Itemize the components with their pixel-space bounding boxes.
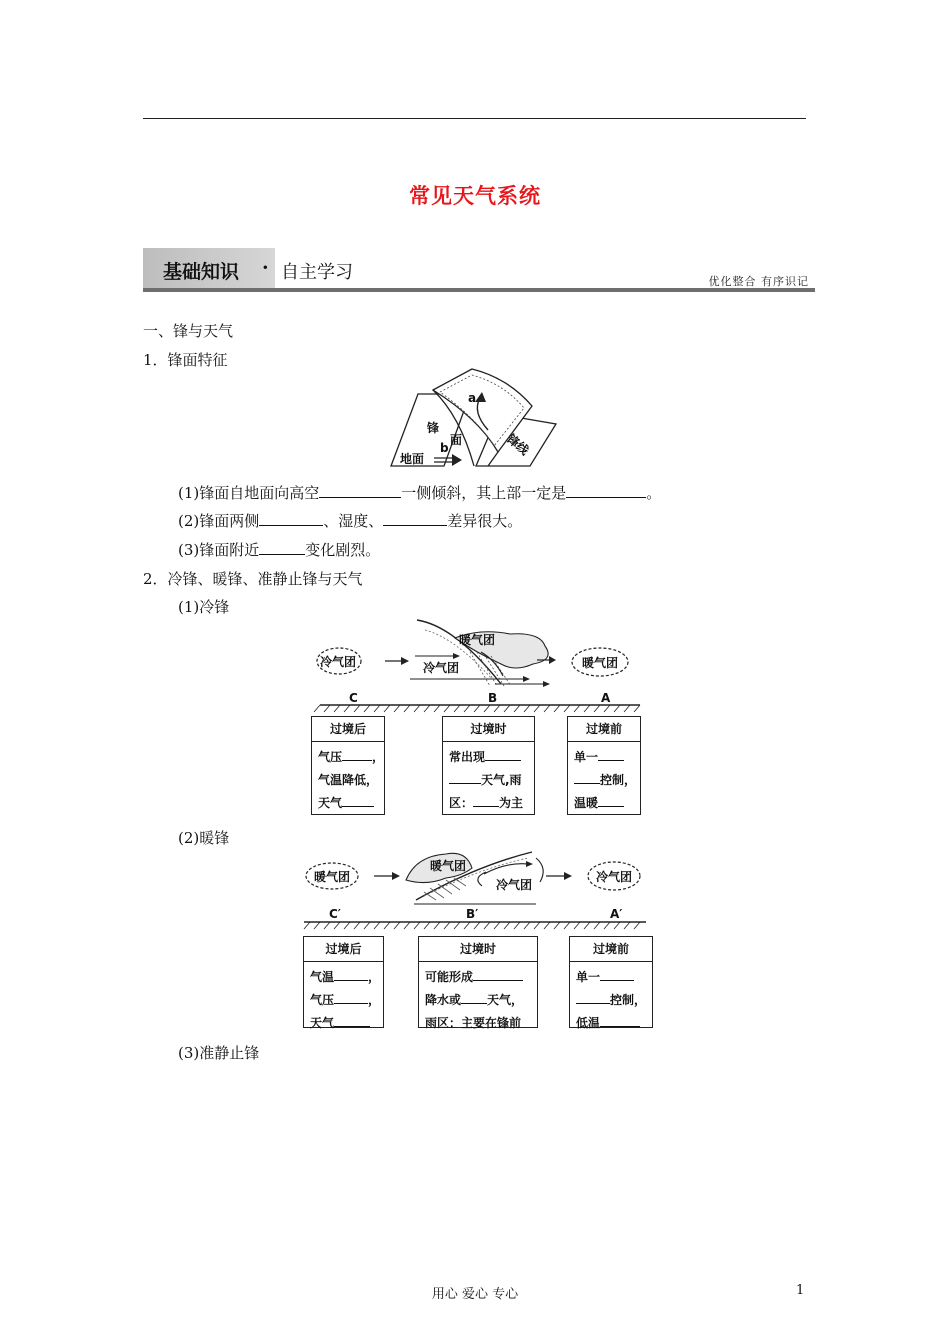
warm-before-box: 过境前 单一 控制， 低温	[569, 936, 653, 1028]
blank[interactable]	[485, 748, 521, 761]
blank[interactable]	[342, 794, 374, 807]
header-rule	[143, 118, 806, 119]
warm-during-box: 过境时 可能形成 降水或 天气， 雨区：主要在锋前	[418, 936, 538, 1028]
label-b: b	[440, 441, 449, 455]
warm-front-label: (2)暖锋	[178, 829, 230, 847]
footer-text: 用心 爱心 专心	[431, 1287, 519, 1302]
arrow-icon	[392, 872, 400, 880]
cold-warm-upper-label: 暖气团	[459, 633, 496, 647]
section-banner	[143, 248, 815, 292]
blank[interactable]	[259, 511, 323, 526]
blank[interactable]	[383, 511, 447, 526]
warm-after-box: 过境后 气温 ， 气压 ， 天气	[303, 936, 384, 1028]
label-front-line: 锋线	[504, 431, 532, 458]
point-c: C	[349, 691, 358, 705]
label-ground: 地面	[400, 452, 425, 466]
arrow-icon	[564, 872, 572, 880]
page-number: 1	[796, 1283, 805, 1298]
banner-sub-text: 自主学习	[281, 262, 353, 283]
cold-front-label: (1)冷锋	[178, 598, 230, 616]
arrow-icon	[401, 657, 409, 665]
point-c-prime: C′	[329, 907, 341, 921]
blank[interactable]	[449, 771, 481, 784]
point-b-prime: B′	[466, 907, 479, 921]
ground-hatch	[314, 705, 640, 712]
point-b: B	[488, 691, 498, 705]
question-2: (2)锋面两侧 、湿度、 差异很大。	[178, 512, 523, 530]
cold-air-mass-label: 冷气团	[320, 655, 357, 669]
warm-front-diagram	[296, 846, 648, 926]
question-3: (3)锋面附近 变化剧烈。	[178, 541, 381, 559]
blank[interactable]	[319, 483, 401, 498]
page-title: 常见天气系统	[409, 183, 541, 208]
blank[interactable]	[600, 968, 634, 981]
banner-main-text: 基础知识	[163, 261, 240, 283]
blank[interactable]	[566, 483, 646, 498]
warm-inner-label: 暖气团	[430, 859, 467, 873]
blank[interactable]	[598, 794, 624, 807]
banner-right-text: 优化整合 有序识记	[708, 275, 809, 288]
warm-ground-line	[302, 920, 648, 930]
cold-air-mass-label: 冷气团	[596, 870, 633, 884]
cold-front-diagram	[305, 616, 650, 720]
blank[interactable]	[334, 1014, 370, 1027]
blank[interactable]	[334, 968, 368, 981]
cold-after-box: 过境后 气压 ， 气温降低， 天气	[311, 716, 385, 815]
blank[interactable]	[600, 1014, 640, 1027]
label-front-1: 锋	[427, 421, 440, 435]
warm-air-mass-label: 暖气团	[314, 870, 351, 884]
blank[interactable]	[598, 748, 624, 761]
surface-arrow-head	[452, 454, 462, 466]
front-surface-diagram	[388, 366, 568, 472]
subheading-front-features: 1．锋面特征	[143, 351, 228, 369]
section-heading: 一、锋与天气	[143, 322, 234, 340]
blank[interactable]	[334, 991, 368, 1004]
blank[interactable]	[574, 771, 600, 784]
point-a: A	[601, 691, 611, 705]
blank[interactable]	[473, 794, 499, 807]
blank[interactable]	[259, 540, 305, 555]
blank[interactable]	[576, 991, 610, 1004]
cold-before-box: 过境前 单一 控制， 温暖	[567, 716, 641, 815]
cold-during-box: 过境时 常出现 天气,雨 区： 为主	[442, 716, 535, 815]
subheading-fronts: 2．冷锋、暖锋、准静止锋与天气	[143, 570, 363, 588]
stationary-front-label: (3)准静止锋	[178, 1044, 260, 1062]
cold-inner-label: 冷气团	[496, 878, 533, 892]
label-front-2: 面	[450, 433, 463, 447]
blank[interactable]	[473, 968, 523, 981]
point-a-prime: A′	[610, 907, 623, 921]
label-a: a	[468, 391, 477, 405]
blank[interactable]	[461, 991, 487, 1004]
blank[interactable]	[342, 748, 372, 761]
cold-inner-label: 冷气团	[423, 661, 460, 675]
banner-dot: ·	[262, 257, 269, 279]
warm-air-mass-label: 暖气团	[582, 656, 619, 670]
question-1: (1)锋面自地面向高空 一侧倾斜，其上部一定是 。	[178, 484, 662, 502]
